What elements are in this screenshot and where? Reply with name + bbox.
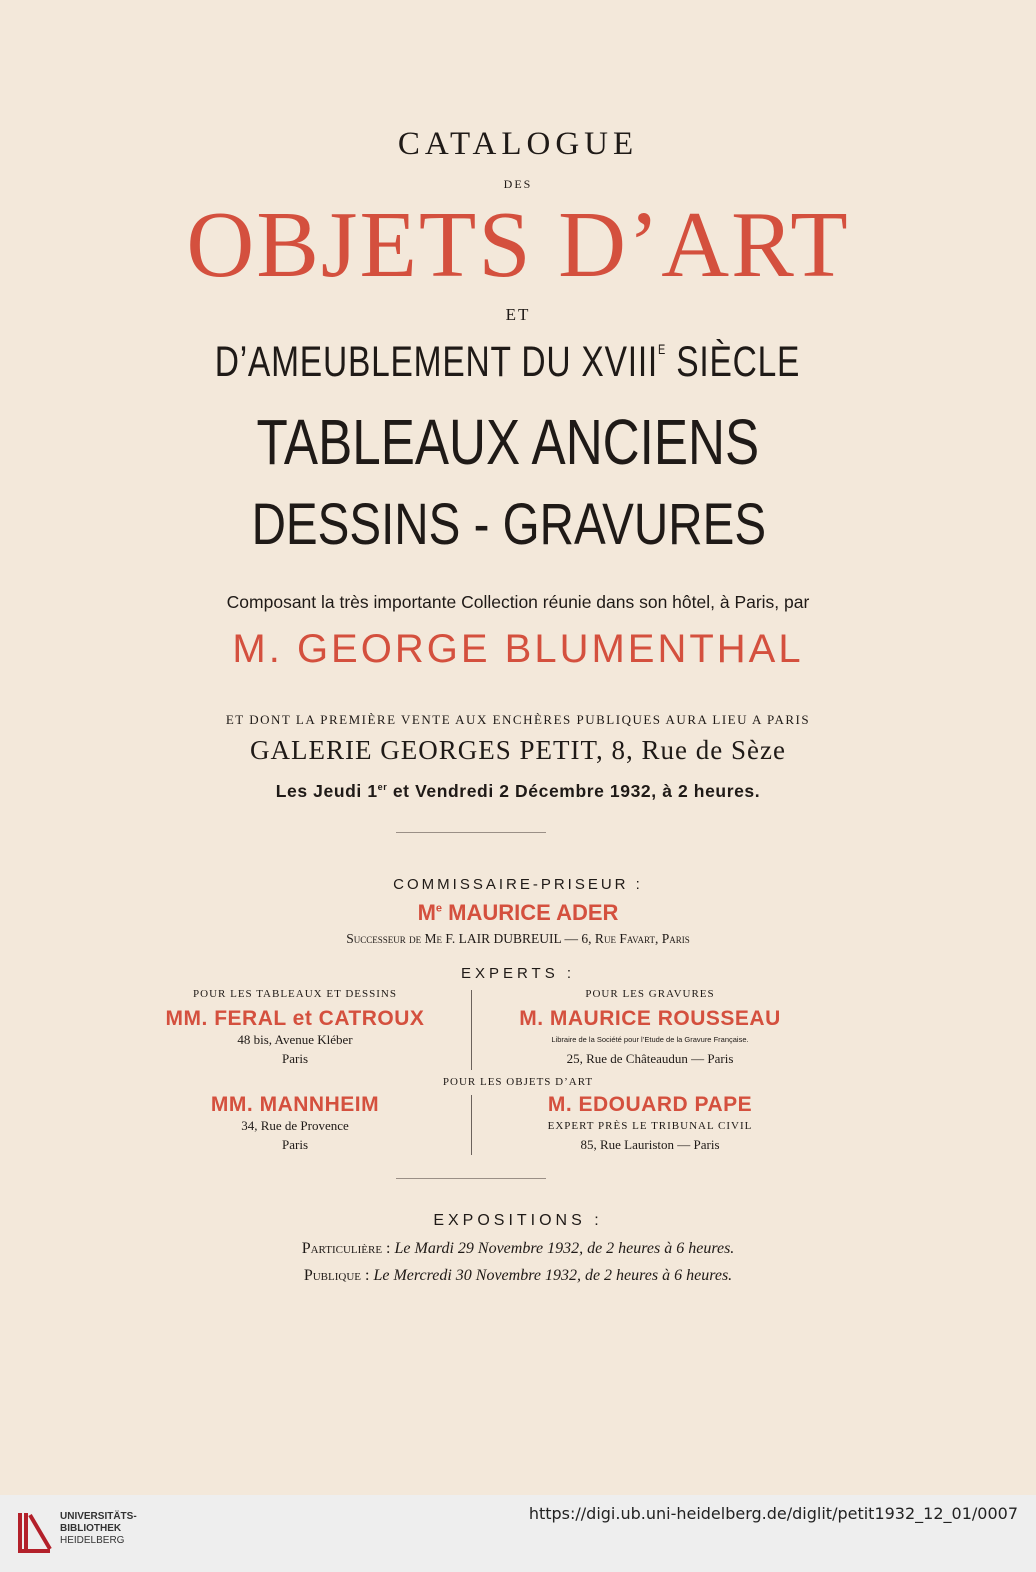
expert-tableaux-name: MM. FERAL et CATROUX (165, 1007, 425, 1030)
expert-objets-left-address: 34, Rue de Provence (241, 1118, 349, 1133)
exposition-particuliere-date: Le Mardi 29 Novembre 1932, de 2 heures à 6 heures. (394, 1240, 735, 1257)
library-line-2: BIBLIOTHEK (60, 1523, 122, 1534)
divider-rule (396, 1178, 546, 1179)
sale-venue: GALERIE GEORGES PETIT, 8, Rue de Sèze (250, 735, 786, 765)
experts-label: EXPERTS : (460, 965, 576, 982)
collection-description: Composant la très importante Collection réunie dans son hôtel, à Paris, par (226, 592, 810, 612)
expert-objets-left-name: MM. MANNHEIM (210, 1093, 380, 1116)
sale-dates-text: Les Jeudi 1 (275, 781, 378, 801)
heading-des: DES (503, 177, 533, 191)
viewer-footer (0, 1495, 1036, 1572)
commissaire-name-sup: e (435, 902, 443, 915)
sale-dates (0, 781, 1036, 802)
exposition-publique-date: Le Mercredi 30 Novembre 1932, de 2 heures à 6 heures. (373, 1267, 733, 1284)
library-line-1: UNIVERSITÄTS- (60, 1511, 137, 1522)
commissaire-label: COMMISSAIRE-PRISEUR : (393, 876, 643, 893)
sale-dates-sup: er (377, 782, 388, 793)
heading-dessins-gravures: DESSINS - GRAVURES (251, 492, 767, 557)
expert-gravures-label: POUR LES GRAVURES (585, 988, 715, 1000)
heading-objets-dart: OBJETS D’ART (186, 193, 850, 297)
experts-divider-top (471, 990, 472, 1070)
commissaire-name-m: M (417, 900, 436, 925)
expert-objets-right-role: EXPERT PRÈS LE TRIBUNAL CIVIL (547, 1120, 753, 1132)
exposition-particuliere (0, 1240, 1036, 1258)
expert-objets-right-name: M. EDOUARD PAPE (547, 1093, 753, 1116)
library-line-3: HEIDELBERG (60, 1535, 125, 1546)
library-logo-icon (14, 1503, 56, 1563)
heading-ameublement (103, 338, 911, 387)
divider-rule (396, 832, 546, 833)
commissaire-name (0, 900, 1036, 926)
library-name[interactable] (60, 1511, 137, 1547)
heading-et: ET (505, 305, 531, 324)
expert-objets-label: POUR LES OBJETS D’ART (442, 1076, 594, 1088)
exposition-publique-label: Publique : (303, 1267, 370, 1284)
sale-dates-rest: et Vendredi 2 Décembre 1932, à 2 heures. (387, 781, 761, 801)
experts-divider-bottom (471, 1095, 472, 1155)
expert-tableaux-city: Paris (282, 1051, 308, 1066)
heading-tableaux-anciens: TABLEAUX ANCIENS (256, 406, 760, 478)
expert-tableaux-label: POUR LES TABLEAUX ET DESSINS (193, 988, 397, 1000)
expert-objets-right-address: 85, Rue Lauriston — Paris (580, 1137, 720, 1152)
ameublement-sup: E (658, 341, 667, 357)
expert-gravures-address: 25, Rue de Châteaudun — Paris (566, 1051, 734, 1066)
ameublement-text: D’AMEUBLEMENT DU XVIII (214, 338, 659, 386)
heading-catalogue: CATALOGUE (397, 126, 639, 162)
permalink-url[interactable]: https://digi.ub.uni-heidelberg.de/diglit/petit1932_12_01/0007 (528, 1504, 1018, 1523)
expert-tableaux-address: 48 bis, Avenue Kléber (237, 1032, 353, 1047)
commissaire-successeur: Successeur de Me F. LAIR DUBREUIL — 6, Rue Favart, Paris (346, 931, 690, 946)
collection-owner: M. GEORGE BLUMENTHAL (232, 627, 804, 671)
expert-objets-left-city: Paris (282, 1137, 308, 1152)
exposition-particuliere-label: Particulière : (301, 1240, 391, 1257)
expert-gravures-note: Libraire de la Société pour l’Etude de la Gravure Française. (551, 1035, 749, 1044)
expert-gravures-name: M. MAURICE ROUSSEAU (519, 1007, 781, 1030)
commissaire-name-rest: MAURICE ADER (442, 900, 619, 925)
expositions-label: EXPOSITIONS : (433, 1212, 603, 1229)
exposition-publique (0, 1267, 1036, 1285)
ameublement-siecle: SIÈCLE (666, 338, 801, 386)
sale-intro: ET DONT LA PREMIÈRE VENTE AUX ENCHÈRES PUBLIQUES AURA LIEU A PARIS (225, 712, 811, 727)
